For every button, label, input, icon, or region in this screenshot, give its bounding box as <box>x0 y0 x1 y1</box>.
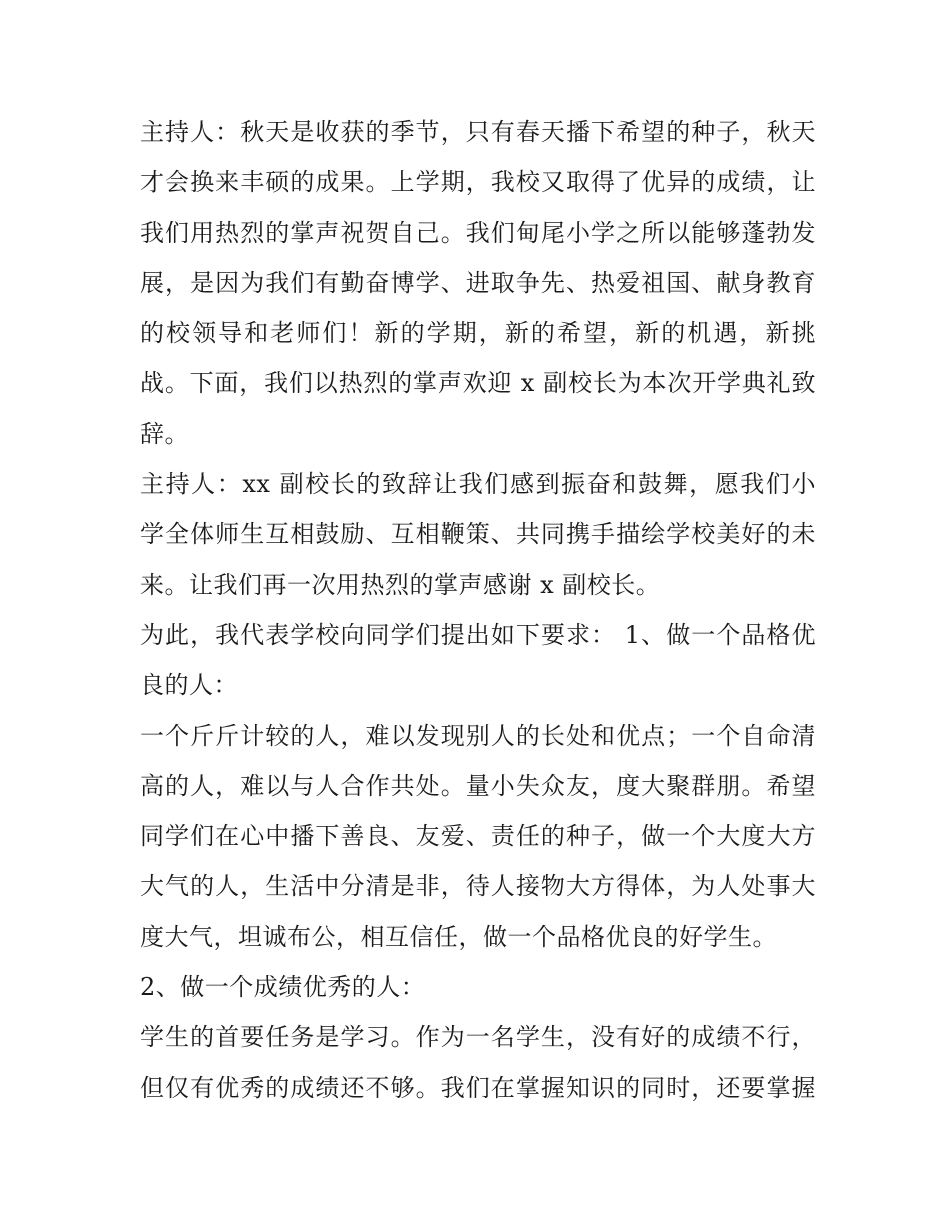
text-line: 高的人，难以与人合作共处。量小失众友，度大聚群朋。希望 <box>140 771 816 800</box>
text-line: 学生的首要任务是学习。作为一名学生，没有好的成绩不行， <box>140 1023 816 1052</box>
text-line: 一个斤斤计较的人，难以发现别人的长处和优点；一个自命清 <box>140 721 816 750</box>
text-line: 度大气，坦诚布公，相互信任，做一个品格优良的好学生。 <box>140 922 777 951</box>
text-line: 展，是因为我们有勤奋博学、进取争先、热爱祖国、献身教育 <box>140 268 816 297</box>
text-line: 为此，我代表学校向同学们提出如下要求： 1、做一个品格优 <box>140 620 816 649</box>
text-line: 主持人：xx 副校长的致辞让我们感到振奋和鼓舞，愿我们小 <box>140 470 816 499</box>
text-line: 才会换来丰硕的成果。上学期，我校又取得了优异的成绩，让 <box>140 168 816 197</box>
text-line: 我们用热烈的掌声祝贺自己。我们甸尾小学之所以能够蓬勃发 <box>140 218 816 247</box>
document-body <box>140 107 816 1113</box>
text-line: 大气的人，生活中分清是非，待人接物大方得体，为人处事大 <box>140 872 816 901</box>
text-line: 来。让我们再一次用热烈的掌声感谢 x 副校长。 <box>140 570 661 599</box>
text-line: 良的人： <box>140 671 238 700</box>
text-line: 辞。 <box>140 419 189 448</box>
text-line: 2、做一个成绩优秀的人： <box>140 973 426 1002</box>
text-line: 主持人：秋天是收获的季节，只有春天播下希望的种子，秋天 <box>140 118 816 146</box>
text-line: 同学们在心中播下善良、友爱、责任的种子，做一个大度大方 <box>140 822 816 851</box>
text-line: 的校领导和老师们！新的学期，新的希望，新的机遇，新挑 <box>140 319 816 348</box>
text-line: 战。下面，我们以热烈的掌声欢迎 x 副校长为本次开学典礼致 <box>140 369 816 398</box>
text-line: 学全体师生互相鼓励、互相鞭策、共同携手描绘学校美好的未 <box>140 520 816 549</box>
text-line: 但仅有优秀的成绩还不够。我们在掌握知识的同时，还要掌握 <box>140 1073 816 1102</box>
